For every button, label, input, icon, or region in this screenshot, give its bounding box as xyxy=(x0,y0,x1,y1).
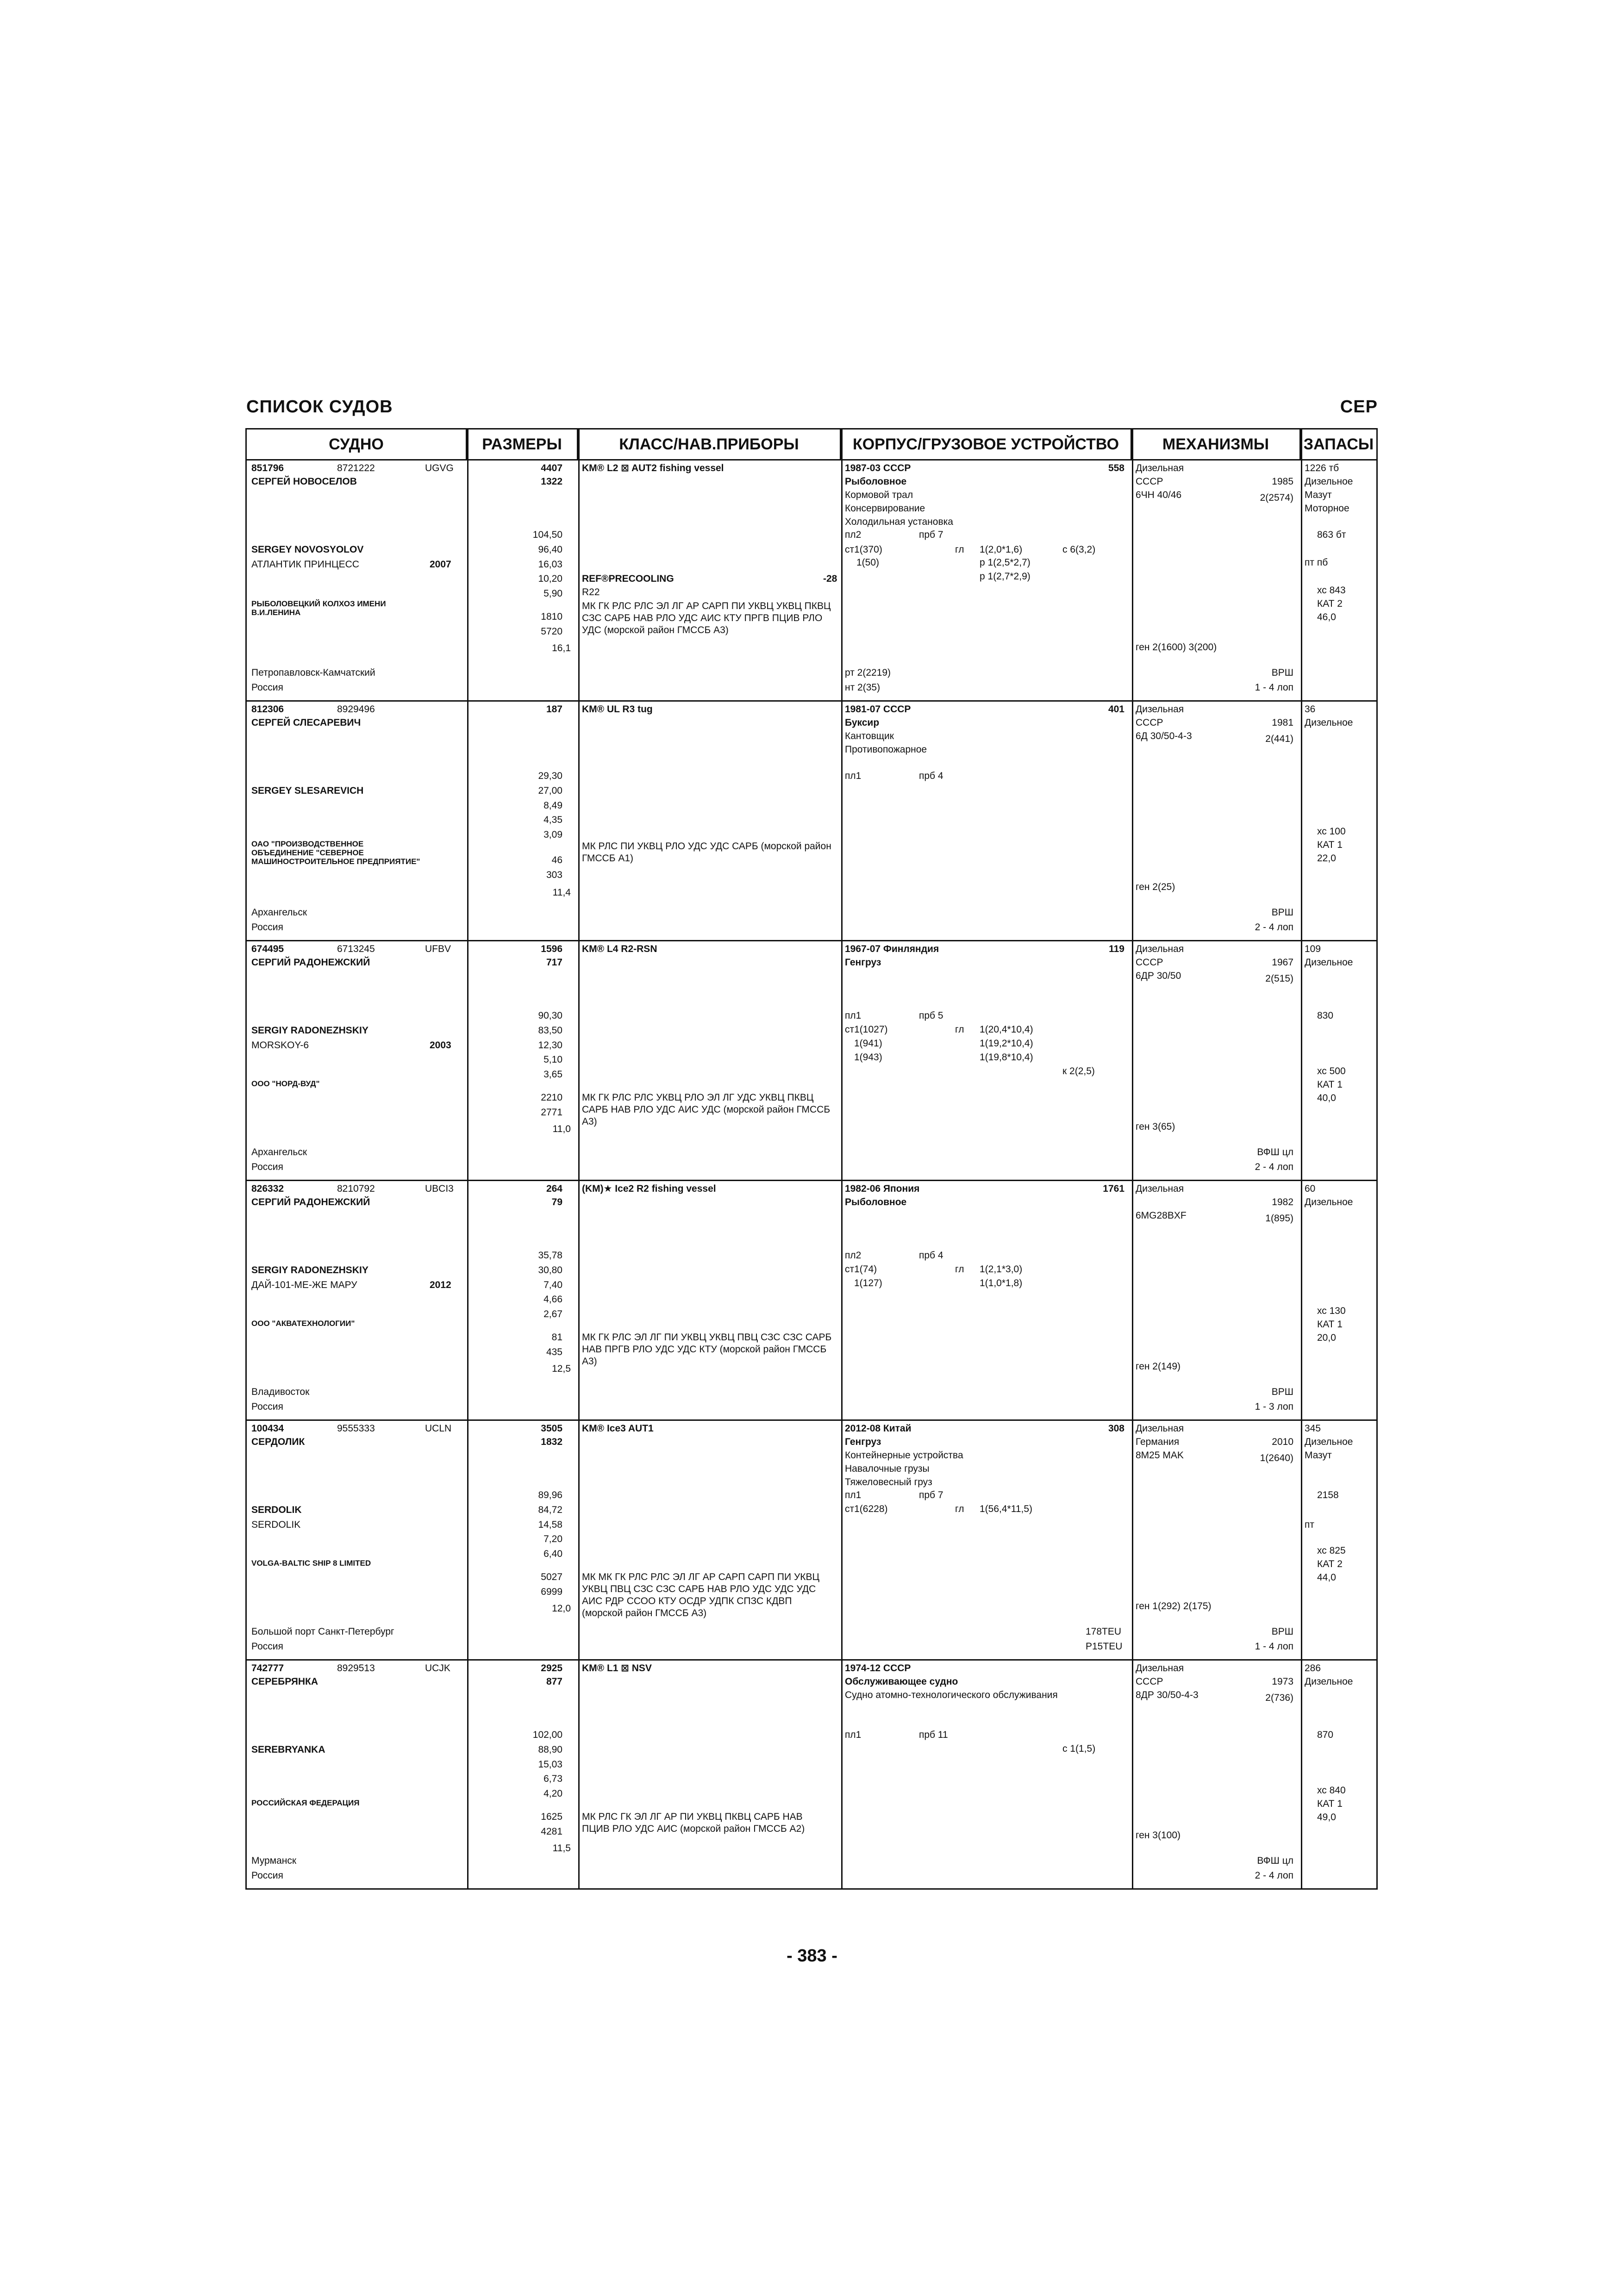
vessel-former-year: 2003 xyxy=(430,1040,451,1051)
vessel-record xyxy=(247,1181,1376,1421)
vessel-name-en: SERGEY SLESAREVICH xyxy=(251,785,364,796)
vessel-record xyxy=(247,460,1376,702)
hull-built: 1981-07 СССР xyxy=(845,704,911,715)
store-item: КАТ 2 xyxy=(1317,598,1343,609)
vessel-type-detail: Контейнерные устройства xyxy=(845,1450,963,1461)
vessel-type: Генгруз xyxy=(845,1437,881,1447)
dimension-value: 10,20 xyxy=(538,573,562,584)
vessel-name-ru: СЕРГИЙ РАДОНЕЖСКИЙ xyxy=(251,957,370,968)
hull-yard-number: 558 xyxy=(1108,463,1124,473)
propeller-blades: 1 - 3 лоп xyxy=(1255,1401,1293,1412)
cargo-gear-item: прб 7 xyxy=(919,1490,943,1500)
dimension-value: 12,30 xyxy=(538,1040,562,1051)
store-item: 36 xyxy=(1305,704,1316,715)
store-item: Мазут xyxy=(1305,1450,1332,1461)
cargo-gear-item: 1(943) xyxy=(854,1052,882,1063)
store-item: 863 бт xyxy=(1317,529,1346,540)
store-item: Дизельное xyxy=(1305,1437,1353,1447)
cargo-gear-item: 1(20,4*10,4) xyxy=(980,1024,1033,1035)
vessel-type-detail: Холодильная установка xyxy=(845,516,953,527)
vessel-reg-number: 851796 xyxy=(251,463,284,473)
dimension-value: 1596 xyxy=(541,944,562,954)
cargo-gear-item: ст1(370) xyxy=(845,544,882,555)
vessel-name-en: SERGIY RADONEZHSKIY xyxy=(251,1025,369,1036)
generators: ген 2(25) xyxy=(1136,882,1175,892)
vessel-type: Обслуживающее судно xyxy=(845,1676,958,1687)
hull-yard-number: 401 xyxy=(1108,704,1124,715)
vessel-port: Мурманск xyxy=(251,1855,297,1866)
cargo-gear-item: прб 7 xyxy=(919,529,943,540)
store-item: 286 xyxy=(1305,1663,1321,1674)
store-item: Дизельное xyxy=(1305,717,1353,728)
vessel-owner: ООО "АКВАТЕХНОЛОГИИ" xyxy=(251,1319,355,1328)
propeller-blades: 1 - 4 лоп xyxy=(1255,1641,1293,1652)
vessel-reg-number: 100434 xyxy=(251,1423,284,1434)
dimension-value: 303 xyxy=(546,870,562,880)
engine-model: 6MG28BXF xyxy=(1136,1210,1187,1221)
dimension-value: 717 xyxy=(546,957,562,968)
vessel-former-name: MORSKOY-6 xyxy=(251,1040,309,1051)
engine-power: 1(2640) xyxy=(1260,1453,1293,1463)
col-header-stores: ЗАПАСЫ xyxy=(1303,435,1374,453)
engine-country: Германия xyxy=(1136,1437,1180,1447)
vessel-name-ru: СЕРГЕЙ НОВОСЕЛОВ xyxy=(251,476,357,487)
dimension-value: 5,10 xyxy=(543,1054,562,1065)
dimension-value: 7,40 xyxy=(543,1280,562,1290)
vessel-country: Россия xyxy=(251,1641,283,1652)
propeller-type: ВФШ цл xyxy=(1257,1855,1293,1866)
vessel-type-detail: Консервирование xyxy=(845,503,925,514)
cargo-gear-item: пл2 xyxy=(845,529,862,540)
vessel-imo: 8721222 xyxy=(337,463,375,473)
cargo-gear-item: с 6(3,2) xyxy=(1062,544,1096,555)
class-notation: (KM)★ Ice2 R2 fishing vessel xyxy=(582,1183,716,1194)
dimension-value: 3505 xyxy=(541,1423,562,1434)
col-header-machinery: МЕХАНИЗМЫ xyxy=(1132,429,1301,459)
store-item: Дизельное xyxy=(1305,957,1353,968)
store-item: 44,0 xyxy=(1317,1572,1336,1583)
dimension-value: 90,30 xyxy=(538,1010,562,1021)
vessel-record xyxy=(247,941,1376,1181)
store-item: хс 840 xyxy=(1317,1785,1346,1796)
engine-power: 2(2574) xyxy=(1260,492,1293,503)
table-header xyxy=(247,429,1376,460)
cargo-gear-item: р 1(2,5*2,7) xyxy=(980,557,1031,568)
vessel-name-en: SERDOLIK xyxy=(251,1505,302,1515)
engine-power: 2(441) xyxy=(1265,734,1293,744)
cargo-gear-item: прб 4 xyxy=(919,1250,943,1261)
vessel-type: Буксир xyxy=(845,717,880,728)
propeller-blades: 2 - 4 лоп xyxy=(1255,1162,1293,1172)
engine-power: 2(736) xyxy=(1265,1692,1293,1703)
cargo-gear-item: 1(941) xyxy=(854,1038,882,1049)
store-item: 109 xyxy=(1305,944,1321,954)
col-header-dimensions: РАЗМЕРЫ xyxy=(467,429,578,459)
generators: ген 2(149) xyxy=(1136,1361,1181,1372)
vessel-callsign: UCJK xyxy=(425,1663,450,1674)
store-item: хс 500 xyxy=(1317,1066,1346,1076)
dimension-value: 83,50 xyxy=(538,1025,562,1036)
dimension-value: 16,1 xyxy=(552,643,571,653)
engine-type: Дизельная xyxy=(1136,1423,1184,1434)
generators: ген 2(1600) 3(200) xyxy=(1136,642,1217,653)
hull-built: 1967-07 Финляндия xyxy=(845,944,939,954)
col-header-hull: КОРПУС/ГРУЗОВОЕ УСТРОЙСТВО xyxy=(841,429,1132,459)
dimension-value: 35,78 xyxy=(538,1250,562,1261)
dimension-value: 6,40 xyxy=(543,1549,562,1559)
col-header-vessel: СУДНО xyxy=(247,429,467,459)
col-header-class: КЛАСС/НАВ.ПРИБОРЫ xyxy=(578,429,841,459)
store-item: 60 xyxy=(1305,1183,1316,1194)
store-item: КАТ 1 xyxy=(1317,1079,1343,1090)
propeller-type: ВРШ xyxy=(1271,1626,1293,1637)
store-item: пт пб xyxy=(1305,557,1328,568)
store-item: Дизельное xyxy=(1305,476,1353,487)
container-capacity: 178TEU xyxy=(1086,1626,1122,1637)
store-item: Дизельное xyxy=(1305,1197,1353,1207)
store-item: 830 xyxy=(1317,1010,1334,1021)
class-notation: KM® UL R3 tug xyxy=(582,704,653,715)
cargo-gear-item: 1(56,4*11,5) xyxy=(980,1504,1033,1514)
dimension-value: 6999 xyxy=(541,1587,562,1597)
cargo-gear-item: пл1 xyxy=(845,1010,862,1021)
vessel-record xyxy=(247,1421,1376,1661)
vessel-country: Россия xyxy=(251,1162,283,1172)
engine-type: Дизельная xyxy=(1136,944,1184,954)
dimension-value: 96,40 xyxy=(538,544,562,555)
vessel-name-ru: СЕРЕБРЯНКА xyxy=(251,1676,319,1687)
dimension-value: 2210 xyxy=(541,1092,562,1103)
store-item: Дизельное xyxy=(1305,1676,1353,1687)
vessel-type-detail: Судно атомно-технологического обслуживания xyxy=(845,1690,1058,1700)
cargo-gear-item: ст1(6228) xyxy=(845,1504,888,1514)
dimension-value: 877 xyxy=(546,1676,562,1687)
cargo-gear-item: гл xyxy=(955,1504,964,1514)
cargo-gear-item: 1(1,0*1,8) xyxy=(980,1278,1023,1288)
class-notation: KM® L2 ⊠ AUT2 fishing vessel xyxy=(582,463,724,473)
nav-equipment: МК РЛС ПИ УКВЦ РЛО УДС УДС САРБ (морской район ГМССБ А1) xyxy=(582,841,831,864)
dimension-value: 29,30 xyxy=(538,771,562,781)
cargo-gear-item: прб 4 xyxy=(919,771,943,781)
vessel-imo: 8210792 xyxy=(337,1183,375,1194)
vessel-imo: 8929513 xyxy=(337,1663,375,1674)
hull-built: 1974-12 СССР xyxy=(845,1663,911,1674)
vessel-country: Россия xyxy=(251,1870,283,1881)
store-item: КАТ 2 xyxy=(1317,1559,1343,1569)
engine-model: 6Д 30/50-4-3 xyxy=(1136,731,1192,741)
nav-equipment: МК МК ГК РЛС РЛС ЭЛ ЛГ АР САРП САРП ПИ УКВЦ УКВЦ ПВЦ СЗС СЗС САРБ НАВ РЛО УДС УДС УДС АИС РДР ССОО КТУ ОСДР УДПК СПЗС КДВП (морской район ГМССБ А3) xyxy=(582,1572,820,1618)
cargo-gear-item: 1(19,2*10,4) xyxy=(980,1038,1033,1049)
dimension-value: 1625 xyxy=(541,1811,562,1822)
dimension-value: 2771 xyxy=(541,1107,562,1118)
engine-power: 2(515) xyxy=(1265,973,1293,984)
hull-yard-number: 119 xyxy=(1109,944,1124,954)
dimension-value: 79 xyxy=(551,1197,562,1207)
vessel-port: Владивосток xyxy=(251,1387,310,1397)
vessel-owner: ООО "НОРД-ВУД" xyxy=(251,1079,320,1088)
vessel-reg-number: 674495 xyxy=(251,944,284,954)
dimension-value: 27,00 xyxy=(538,785,562,796)
dimension-value: 3,65 xyxy=(543,1069,562,1080)
store-item: 46,0 xyxy=(1317,612,1336,622)
class-refrigeration-temp: -28 xyxy=(823,573,837,584)
engine-model: 8ДР 30/50-4-3 xyxy=(1136,1690,1199,1700)
engine-year: 2010 xyxy=(1272,1437,1293,1447)
vessel-port: Архангельск xyxy=(251,907,307,918)
vessel-type-detail: Противопожарное xyxy=(845,744,927,755)
dimension-value: 264 xyxy=(546,1183,562,1194)
nav-equipment: МК ГК РЛС РЛС УКВЦ РЛО ЭЛ ЛГ УДС УКВЦ ПКВЦ САРБ НАВ РЛО УДС АИС УДС (морской район ГМССБ А3) xyxy=(582,1092,831,1127)
cargo-gear-item: 1(2,1*3,0) xyxy=(980,1264,1023,1275)
vessel-type-detail: Кормовой трал xyxy=(845,490,913,500)
generators: ген 3(65) xyxy=(1136,1121,1175,1132)
propeller-blades: 2 - 4 лоп xyxy=(1255,922,1293,933)
store-item: КАТ 1 xyxy=(1317,1798,1343,1809)
engine-country: СССР xyxy=(1136,476,1163,487)
hull-built: 2012-08 Китай xyxy=(845,1423,912,1434)
dimension-value: 89,96 xyxy=(538,1490,562,1500)
engine-country: СССР xyxy=(1136,717,1163,728)
vessel-table xyxy=(245,428,1378,1890)
vessel-name-en: SERGEY NOVOSYOLOV xyxy=(251,544,364,555)
vessel-callsign: UFBV xyxy=(425,944,451,954)
store-item: хс 100 xyxy=(1317,826,1346,837)
container-capacity: P15TEU xyxy=(1086,1641,1123,1652)
dimension-value: 1810 xyxy=(541,611,562,622)
cargo-gear-item: гл xyxy=(955,1024,964,1035)
dimension-value: 2,67 xyxy=(543,1309,562,1319)
store-item: 22,0 xyxy=(1317,853,1336,864)
engine-year: 1973 xyxy=(1272,1676,1293,1687)
dimension-value: 6,73 xyxy=(543,1773,562,1784)
engine-model: 6ЧН 40/46 xyxy=(1136,490,1182,500)
dimension-value: 46 xyxy=(551,855,562,865)
engine-model: 6ДР 30/50 xyxy=(1136,971,1181,981)
dimension-value: 187 xyxy=(546,704,562,715)
tank-capacity: рт 2(2219) xyxy=(845,667,891,678)
vessel-imo: 6713245 xyxy=(337,944,375,954)
vessel-former-year: 2007 xyxy=(430,559,451,570)
vessel-owner: РОССИЙСКАЯ ФЕДЕРАЦИЯ xyxy=(251,1798,360,1807)
engine-year: 1967 xyxy=(1272,957,1293,968)
vessel-type: Генгруз xyxy=(845,957,881,968)
page-title: СПИСОК СУДОВ xyxy=(246,397,393,417)
class-notation: KM® Ice3 AUT1 xyxy=(582,1423,654,1434)
dimension-value: 11,5 xyxy=(552,1843,571,1854)
propeller-blades: 1 - 4 лоп xyxy=(1255,682,1293,693)
hull-yard-number: 1761 xyxy=(1103,1183,1124,1194)
vessel-former-name: АТЛАНТИК ПРИНЦЕСС xyxy=(251,559,359,570)
cargo-gear-item: прб 5 xyxy=(919,1010,943,1021)
vessel-record xyxy=(247,1661,1376,1890)
vessel-name-ru: СЕРГЕЙ СЛЕСАРЕВИЧ xyxy=(251,717,361,728)
dimension-value: 1832 xyxy=(541,1437,562,1447)
store-item: 40,0 xyxy=(1317,1093,1336,1103)
engine-type: Дизельная xyxy=(1136,1663,1184,1674)
vessel-former-name: SERDOLIK xyxy=(251,1519,301,1530)
tank-capacity: нт 2(35) xyxy=(845,682,881,693)
vessel-owner: ОАО "ПРОИЗВОДСТВЕННОЕ ОБЪЕДИНЕНИЕ "СЕВЕРНОЕ МАШИНОСТРОИТЕЛЬНОЕ ПРЕДПРИЯТИЕ" xyxy=(251,840,420,866)
engine-country: СССР xyxy=(1136,957,1163,968)
dimension-value: 104,50 xyxy=(532,529,562,540)
vessel-callsign: UGVG xyxy=(425,463,454,473)
propeller-type: ВФШ цл xyxy=(1257,1147,1293,1157)
generators: ген 1(292) 2(175) xyxy=(1136,1601,1212,1612)
propeller-type: ВРШ xyxy=(1271,907,1293,918)
vessel-country: Россия xyxy=(251,922,283,933)
class-refrigerant: R22 xyxy=(582,587,600,597)
engine-type: Дизельная xyxy=(1136,463,1184,473)
cargo-gear-item: пл1 xyxy=(845,1730,862,1740)
vessel-country: Россия xyxy=(251,1401,283,1412)
dimension-value: 14,58 xyxy=(538,1519,562,1530)
dimension-value: 84,72 xyxy=(538,1505,562,1515)
vessel-name-ru: СЕРГИЙ РАДОНЕЖСКИЙ xyxy=(251,1197,370,1207)
store-item: Моторное xyxy=(1305,503,1349,514)
vessel-port: Большой порт Санкт-Петербург xyxy=(251,1626,394,1637)
class-refrigeration: REF®PRECOOLING xyxy=(582,573,674,584)
engine-type: Дизельная xyxy=(1136,1183,1184,1194)
propeller-type: ВРШ xyxy=(1271,667,1293,678)
vessel-callsign: UBCI3 xyxy=(425,1183,454,1194)
nav-equipment: МК РЛС ГК ЭЛ ЛГ АР ПИ УКВЦ ПКВЦ САРБ НАВ ПЦИВ РЛО УДС АИС (морской район ГМССБ А2) xyxy=(582,1811,805,1834)
cargo-gear-item: ст1(1027) xyxy=(845,1024,888,1035)
store-item: 345 xyxy=(1305,1423,1321,1434)
dimension-value: 3,09 xyxy=(543,829,562,840)
dimension-value: 7,20 xyxy=(543,1534,562,1544)
cargo-gear-item: 1(127) xyxy=(854,1278,882,1288)
hull-yard-number: 308 xyxy=(1108,1423,1124,1434)
nav-equipment: МК ГК РЛС ЭЛ ЛГ ПИ УКВЦ УКВЦ ПВЦ СЗС СЗС САРБ НАВ ПРГВ РЛО УДС УДС КТУ (морской район ГМССБ А3) xyxy=(582,1332,832,1367)
class-notation: KM® L4 R2-RSN xyxy=(582,944,657,954)
vessel-name-en: SERGIY RADONEZHSKIY xyxy=(251,1265,369,1276)
vessel-type: Рыболовное xyxy=(845,1197,907,1207)
cargo-gear-item: к 2(2,5) xyxy=(1062,1066,1095,1076)
vessel-owner: VOLGA-BALTIC SHIP 8 LIMITED xyxy=(251,1559,371,1568)
store-item: хс 843 xyxy=(1317,585,1346,596)
cargo-gear-item: 1(19,8*10,4) xyxy=(980,1052,1033,1063)
dimension-value: 4,20 xyxy=(543,1788,562,1799)
dimension-value: 16,03 xyxy=(538,559,562,570)
cargo-gear-item: р 1(2,7*2,9) xyxy=(980,571,1031,582)
cargo-gear-item: ст1(74) xyxy=(845,1264,877,1275)
hull-built: 1987-03 СССР xyxy=(845,463,911,473)
dimension-value: 1322 xyxy=(541,476,562,487)
dimension-value: 4407 xyxy=(541,463,562,473)
propeller-type: ВРШ xyxy=(1271,1387,1293,1397)
vessel-callsign: UCLN xyxy=(425,1423,452,1434)
vessel-reg-number: 826332 xyxy=(251,1183,284,1194)
store-item: 1226 тб xyxy=(1305,463,1339,473)
vessel-port: Петропавловск-Камчатский xyxy=(251,667,375,678)
engine-year: 1985 xyxy=(1272,476,1293,487)
vessel-reg-number: 812306 xyxy=(251,704,284,715)
store-item: 49,0 xyxy=(1317,1812,1336,1823)
store-item: 20,0 xyxy=(1317,1332,1336,1343)
dimension-value: 12,0 xyxy=(552,1603,571,1614)
cargo-gear-item: гл xyxy=(955,1264,964,1275)
store-item: 2158 xyxy=(1317,1490,1339,1500)
vessel-imo: 8929496 xyxy=(337,704,375,715)
section-label: СЕР xyxy=(1340,397,1378,417)
vessel-type-detail: Тяжеловесный груз xyxy=(845,1477,932,1487)
engine-country: СССР xyxy=(1136,1676,1163,1687)
vessel-record xyxy=(247,702,1376,941)
dimension-value: 4,66 xyxy=(543,1294,562,1305)
cargo-gear-item: 1(50) xyxy=(856,557,880,568)
vessel-reg-number: 742777 xyxy=(251,1663,284,1674)
dimension-value: 2925 xyxy=(541,1663,562,1674)
dimension-value: 4,35 xyxy=(543,815,562,825)
cargo-gear-item: гл xyxy=(955,544,964,555)
class-notation: KM® L1 ⊠ NSV xyxy=(582,1663,652,1674)
vessel-port: Архангельск xyxy=(251,1147,307,1157)
dimension-value: 11,0 xyxy=(552,1124,571,1134)
engine-type: Дизельная xyxy=(1136,704,1184,715)
store-item: Мазут xyxy=(1305,490,1332,500)
cargo-gear-item: пл1 xyxy=(845,771,862,781)
page-number: - 383 - xyxy=(787,1946,837,1966)
engine-power: 1(895) xyxy=(1265,1213,1293,1224)
vessel-former-name: ДАЙ-101-МЕ-ЖЕ МАРУ xyxy=(251,1280,357,1290)
dimension-value: 435 xyxy=(546,1347,562,1357)
dimension-value: 15,03 xyxy=(538,1759,562,1770)
dimension-value: 102,00 xyxy=(532,1730,562,1740)
engine-year: 1981 xyxy=(1272,717,1293,728)
engine-year: 1982 xyxy=(1272,1197,1293,1207)
vessel-owner: РЫБОЛОВЕЦКИЙ КОЛХОЗ ИМЕНИ В.И.ЛЕНИНА xyxy=(251,599,386,617)
cargo-gear-item: 1(2,0*1,6) xyxy=(980,544,1023,555)
store-item: хс 130 xyxy=(1317,1306,1346,1316)
nav-equipment: МК ГК РЛС РЛС ЭЛ ЛГ АР САРП ПИ УКВЦ УКВЦ ПКВЦ СЗС САРБ НАВ РЛО УДС АИС КТУ ПРГВ ПЦИВ РЛО УДС (морской район ГМССБ А3) xyxy=(582,601,831,635)
engine-model: 8M25 MAK xyxy=(1136,1450,1184,1461)
dimension-value: 5027 xyxy=(541,1572,562,1582)
dimension-value: 81 xyxy=(551,1332,562,1343)
store-item: пт xyxy=(1305,1519,1314,1530)
propeller-blades: 2 - 4 лоп xyxy=(1255,1870,1293,1881)
vessel-country: Россия xyxy=(251,682,283,693)
vessel-type-detail: Навалочные грузы xyxy=(845,1463,930,1474)
vessel-name-ru: СЕРДОЛИК xyxy=(251,1437,305,1447)
vessel-name-en: SEREBRYANKA xyxy=(251,1744,325,1755)
dimension-value: 4281 xyxy=(541,1826,562,1837)
store-item: хс 825 xyxy=(1317,1545,1346,1556)
dimension-value: 11,4 xyxy=(552,887,571,898)
dimension-value: 5720 xyxy=(541,626,562,637)
generators: ген 3(100) xyxy=(1136,1830,1181,1841)
hull-built: 1982-06 Япония xyxy=(845,1183,920,1194)
cargo-gear-item: пл2 xyxy=(845,1250,862,1261)
vessel-former-year: 2012 xyxy=(430,1280,451,1290)
dimension-value: 8,49 xyxy=(543,800,562,811)
store-item: КАТ 1 xyxy=(1317,840,1343,850)
store-item: КАТ 1 xyxy=(1317,1319,1343,1330)
store-item: 870 xyxy=(1317,1730,1334,1740)
vessel-type: Рыболовное xyxy=(845,476,907,487)
vessel-type-detail: Кантовщик xyxy=(845,731,894,741)
cargo-gear-item: прб 11 xyxy=(919,1730,948,1740)
dimension-value: 30,80 xyxy=(538,1265,562,1276)
cargo-gear-item: пл1 xyxy=(845,1490,862,1500)
vessel-imo: 9555333 xyxy=(337,1423,375,1434)
dimension-value: 5,90 xyxy=(543,588,562,599)
dimension-value: 12,5 xyxy=(552,1363,571,1374)
dimension-value: 88,90 xyxy=(538,1744,562,1755)
cargo-gear-item: с 1(1,5) xyxy=(1062,1743,1096,1754)
